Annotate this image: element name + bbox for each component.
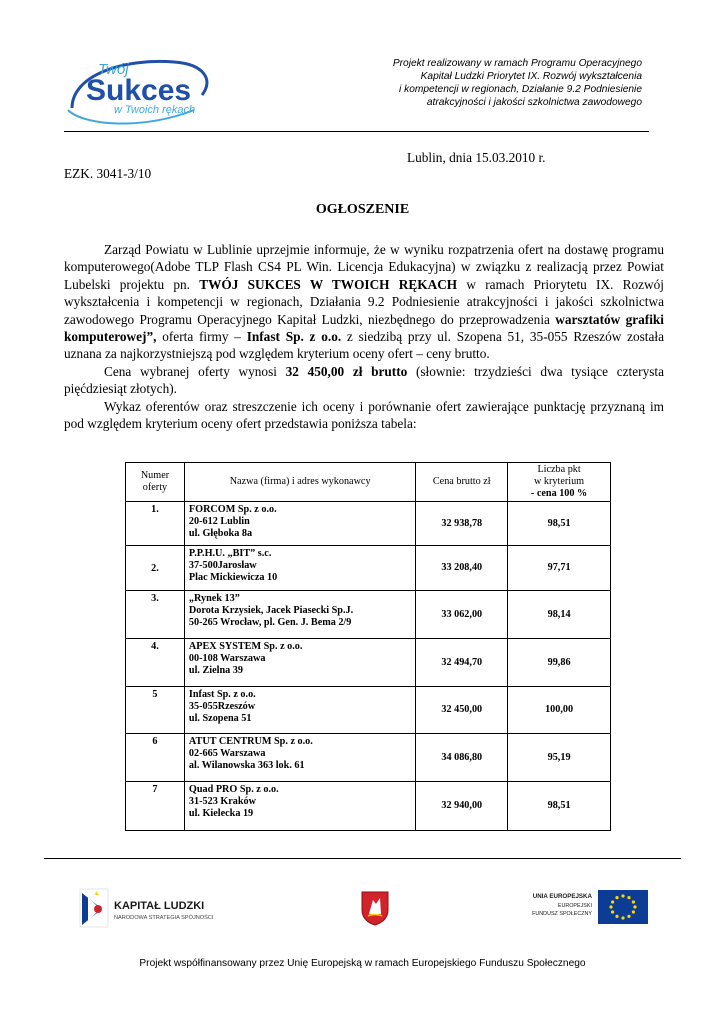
contractor: FORCOM Sp. z o.o. 20-612 Lublin ul. Głęboka 8a [184, 502, 415, 546]
table-row [126, 687, 611, 734]
header-offer-number: Numer oferty [126, 463, 185, 502]
project-info [342, 57, 642, 109]
offer-points: 99,86 [508, 639, 611, 687]
contractor: ATUT CENTRUM Sp. z o.o. 02-665 Warszawa al. Wilanowska 363 lok. 61 [184, 734, 415, 782]
table-row [126, 591, 611, 639]
offer-price: 34 086,80 [416, 734, 508, 782]
table-row [126, 502, 611, 546]
offer-points: 98,51 [508, 782, 611, 831]
offer-price: 32 450,00 [416, 687, 508, 734]
offer-points: 97,71 [508, 546, 611, 591]
offer-points: 100,00 [508, 687, 611, 734]
offer-price: 32 494,70 [416, 639, 508, 687]
project-line: Projekt realizowany w ramach Programu Operacyjnego [392, 58, 642, 69]
header-divider [64, 131, 649, 132]
offer-points: 95,19 [508, 734, 611, 782]
offer-price: 32 938,78 [416, 502, 508, 546]
offer-number: 4. [126, 639, 185, 687]
offer-number: 2. [126, 546, 185, 591]
eu-line-1: UNIA EUROPEJSKA [532, 893, 592, 900]
offer-price: 32 940,00 [416, 782, 508, 831]
offer-price: 33 062,00 [416, 591, 508, 639]
eu-line-3: FUNDUSZ SPOŁECZNY [532, 911, 592, 917]
place-date: Lublin, dnia 15.03.2010 r. [407, 150, 546, 165]
eu-esf-logo [520, 888, 650, 928]
document-title: OGŁOSZENIE [315, 202, 410, 217]
contractor: Infast Sp. z o.o. 35-055Rzeszów ul. Szopena 51 [184, 687, 415, 734]
offer-number: 6 [126, 734, 185, 782]
paragraph-3: Wykaz oferentów oraz streszczenie ich oceny i porównanie ofert zawierające punktację przyznaną im pod względem kryterium oceny ofert przedstawia poniższa tabela: [64, 398, 664, 432]
logo-word-tagline: w Twoich rękach [114, 104, 196, 116]
contractor: P.P.H.U. „BIT” s.c. 37-500Jarosław Plac Mickiewicza 10 [184, 546, 415, 591]
table-row [126, 734, 611, 782]
coat-of-arms-icon [360, 890, 390, 926]
contractor: APEX SYSTEM Sp. z o.o. 00-108 Warszawa ul. Zielna 39 [184, 639, 415, 687]
announcement-body [64, 241, 664, 432]
table-row [126, 639, 611, 687]
header-points: Liczba pkt w kryterium - cena 100 % [508, 463, 611, 502]
kl-subtitle: NARODOWA STRATEGIA SPÓJNOŚCI [114, 915, 214, 921]
offer-points: 98,51 [508, 502, 611, 546]
paragraph-2: Cena wybranej oferty wynosi 32 450,00 zł brutto (słownie: trzydzieści dwa tysiące czterysta pięćdziesiąt złotych). [64, 363, 664, 397]
contractor: „Rynek 13” Dorota Krzysiek, Jacek Piasecki Sp.J. 50-265 Wrocław, pl. Gen. J. Bema 2/9 [184, 591, 415, 639]
paragraph-1: Zarząd Powiatu w Lublinie uprzejmie informuje, że w wyniku rozpatrzenia ofert na dostawę programu komputerowego(Adobe TLP Flash CS4 PL Win. Licencja Edukacyjna) w związku z realizacją przez Powiat Lubelski projektu pn. TWÓJ SUKCES W TWOICH RĘKACH w ramach Priorytetu IX. Rozwój wykształcenia i kompetencji w regionach, Działania 9.2 Podniesienie atrakcyjności i jakości szkolnictwa zawodowego Programu Operacyjnego Kapitał Ludzki, niezbędnego do przeprowadzenia warsztatów grafiki komputerowej”, oferta firmy – Infast Sp. z o.o. z siedzibą przy ul. Szopena 51, 35-055 Rzeszów została uznana za najkorzystniejszą pod względem kryterium oceny ofert – ceny brutto. [64, 242, 664, 362]
logo-word-sukces: Sukces [86, 74, 192, 107]
table-row [126, 546, 611, 591]
kapital-ludzki-logo [78, 883, 228, 933]
offer-price: 33 208,40 [416, 546, 508, 591]
project-line: i kompetencji w regionach, Działanie 9.2 Podniesienie [399, 84, 642, 95]
offer-number: 1. [126, 502, 185, 546]
reference-number: EZK. 3041-3/10 [64, 166, 152, 181]
header-contractor: Nazwa (firma) i adres wykonawcy [184, 463, 415, 502]
footer-divider [44, 858, 681, 859]
offer-points: 98,14 [508, 591, 611, 639]
eu-line-2: EUROPEJSKI [557, 903, 592, 909]
offer-number: 3. [126, 591, 185, 639]
kl-title: KAPITAŁ LUDZKI [114, 900, 205, 912]
project-line: Kapitał Ludzki Priorytet IX. Rozwój wykształcenia [420, 71, 642, 82]
twoj-sukces-logo [64, 50, 212, 130]
logo-word-twoj: Twój [98, 61, 129, 78]
header-price: Cena brutto zł [416, 463, 508, 502]
project-line: atrakcyjności i jakości szkolnictwa zawodowego [426, 97, 642, 108]
offer-number: 5 [126, 687, 185, 734]
contractor: Quad PRO Sp. z o.o. 31-523 Kraków ul. Kielecka 19 [184, 782, 415, 831]
table-row [126, 782, 611, 831]
offers-table [125, 462, 611, 831]
offer-number: 7 [126, 782, 185, 831]
footer-cofinancing-note: Projekt współfinansowany przez Unię Europejską w ramach Europejskiego Funduszu Społecznego [139, 958, 586, 969]
